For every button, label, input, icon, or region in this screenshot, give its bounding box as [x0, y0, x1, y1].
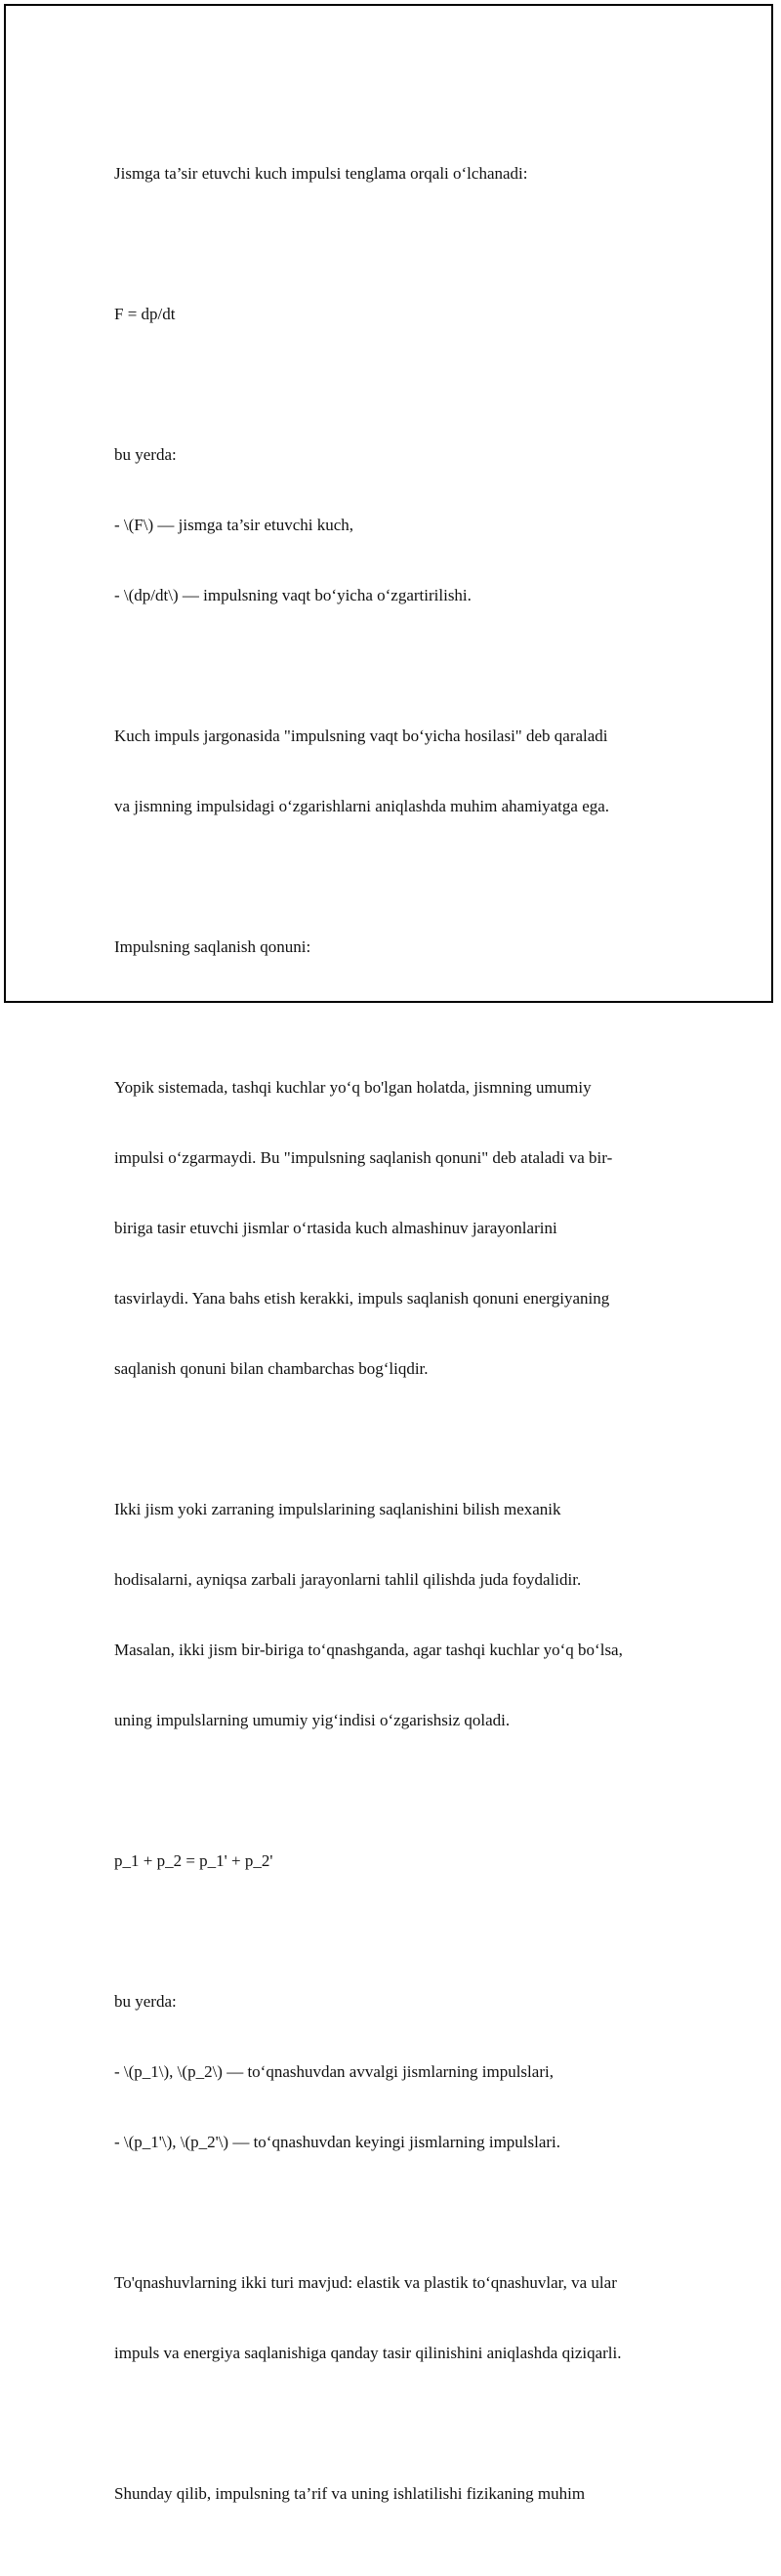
text-line: - \(p_1'\), \(p_2'\) — to‘qnashuvdan keyingi jismlarning impulslari. — [114, 2133, 561, 2151]
text-line: To'qnashuvlarning ikki turi mavjud: elastik va plastik to‘qnashuvlar, va ular — [114, 2273, 617, 2292]
text-line: p_1 + p_2 = p_1' + p_2' — [114, 1851, 273, 1870]
text-line: Kuch impuls jargonasida "impulsning vaqt bo‘yicha hosilasi" deb qaraladi — [114, 727, 608, 745]
text-line: - \(dp/dt\) — impulsning vaqt bo‘yicha o‘zgartirilishi. — [114, 586, 472, 604]
formula-force — [114, 256, 680, 373]
text-line: uning impulslarning umumiy yig‘indisi o‘zgarishsiz qoladi. — [114, 1711, 511, 1729]
text-line: Yopik sistemada, tashqi kuchlar yo‘q bo'lgan holatda, jismning umumiy — [114, 1078, 592, 1097]
section-heading — [114, 889, 680, 1006]
text-line: Masalan, ikki jism bir-biriga to‘qnashganda, agar tashqi kuchlar yo‘q bo‘lsa, — [114, 1641, 623, 1659]
text-line: F = dp/dt — [114, 305, 176, 323]
text-line: hodisalarni, ayniqsa zarbali jarayonlarni tahlil qilishda juda foydalidir. — [114, 1570, 582, 1589]
force-impulse-paragraph — [114, 678, 680, 865]
text-line: Shunday qilib, impulsning ta’rif va uning ishlatilishi fizikaning muhim — [114, 2484, 586, 2503]
text-line: bu yerda: — [114, 445, 177, 464]
text-line: Ikki jism yoki zarraning impulslarining saqlanishini bilish mexanik — [114, 1500, 561, 1518]
conservation-paragraph — [114, 1029, 680, 1428]
text-line: - \(p_1\), \(p_2\) — to‘qnashuvdan avvalgi jismlarning impulslari, — [114, 2062, 554, 2081]
text-line: saqlanish qonuni bilan chambarchas bog‘liqdir. — [114, 1359, 429, 1378]
text-line: Jismga ta’sir etuvchi kuch impulsi tenglama orqali o‘lchanadi: — [114, 164, 528, 183]
text-line: - \(F\) — jismga ta’sir etuvchi kuch, — [114, 516, 354, 534]
intro-paragraph — [114, 115, 680, 232]
text-line: bu yerda: — [114, 1992, 177, 2011]
text-line: va jismning impulsidagi o‘zgarishlarni aniqlashda muhim ahamiyatga ega. — [114, 797, 610, 815]
text-line: impuls va energiya saqlanishiga qanday tasir qilinishini aniqlashda qiziqarli. — [114, 2344, 622, 2362]
definitions-momenta — [114, 1943, 680, 2201]
text-line: impulsi o‘zgarmaydi. Bu "impulsning saqlanish qonuni" deb ataladi va bir- — [114, 1148, 613, 1167]
collision-types-paragraph — [114, 2224, 680, 2412]
text-line: Impulsning saqlanish qonuni: — [114, 937, 311, 956]
document-body — [114, 115, 680, 2576]
conclusion-paragraph — [114, 2435, 680, 2553]
formula-conservation — [114, 1803, 680, 1920]
text-line: biriga tasir etuvchi jismlar o‘rtasida kuch almashinuv jarayonlarini — [114, 1219, 557, 1237]
collision-paragraph — [114, 1451, 680, 1779]
definitions-force — [114, 396, 680, 654]
text-line: tasvirlaydi. Yana bahs etish kerakki, impuls saqlanish qonuni energiyaning — [114, 1289, 610, 1308]
